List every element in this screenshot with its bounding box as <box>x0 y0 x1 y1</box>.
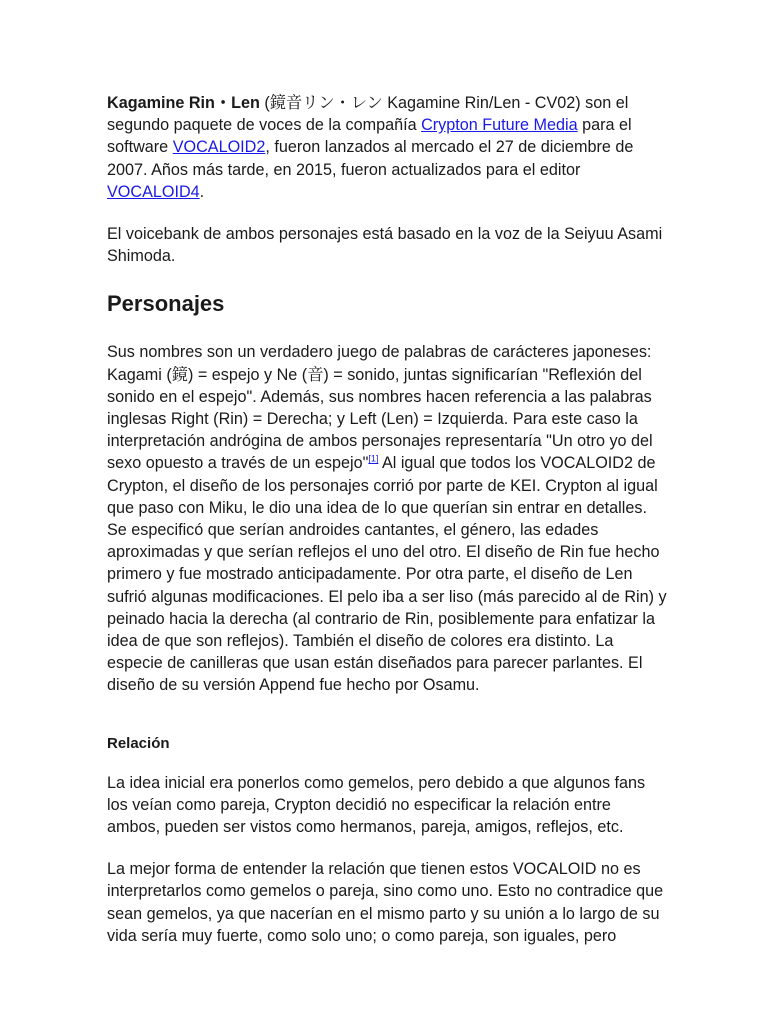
vocaloid4-link[interactable]: VOCALOID4 <box>107 182 200 201</box>
personajes-heading: Personajes <box>107 291 225 317</box>
character-name: Kagamine Rin・Len <box>107 94 260 112</box>
kanji-ne: 音 <box>307 365 324 384</box>
personajes-paragraph <box>107 341 668 696</box>
relacion-paragraph-1: La idea inicial era ponerlos como gemelos, pero debido a que algunos fans los veían como pareja, Crypton decidió no especificar la relación entre ambos, pueden ser vistos como hermanos, pareja, amigos, reflejos, etc. <box>107 773 646 837</box>
reference-link-1[interactable]: [1] <box>368 454 379 465</box>
personajes-text-b: ) = espejo y Ne ( <box>187 365 308 384</box>
vocaloid2-link[interactable]: VOCALOID2 <box>172 138 266 157</box>
voicebank-paragraph: El voicebank de ambos personajes está basado en la voz de la Seiyuu Asami Shimoda. <box>107 225 663 266</box>
kanji-kagami: 鏡 <box>171 365 188 384</box>
intro-text-c: , fueron lanzados al mercado el 27 de diciembre de 2007. Años más tarde, en 2015, fueron actualizados para el editor <box>107 138 634 179</box>
relacion-paragraph-2: La mejor forma de entender la relación que tienen estos VOCALOID no es interpretarlos como gemelos o pareja, sino como uno. Esto no contradice que sean gemelos, ya que nacerían en el mismo parto y su unión a lo largo de su vida sería muy fuerte, como solo uno; o como pareja, son iguales, pero <box>107 860 664 945</box>
japanese-name: 鏡音リン・レン <box>269 94 383 112</box>
intro-open-paren: ( <box>259 94 270 112</box>
intro-text-b: para el software <box>107 116 632 157</box>
personajes-text-a: Sus nombres son un verdadero juego de palabras de carácteres japoneses: Kagami ( <box>107 343 652 384</box>
personajes-text-c: ) = sonido, juntas significarían "Reflexión del sonido en el espejo". Además, sus nombres hacen referencia a las palabras inglesas Right (Rin) = Derecha; y Left (Len) = Izquierda. Para este caso la interpretación andrógina de ambos personajes representaría "Un otro yo del sexo opuesto a través de un espejo" <box>107 365 653 473</box>
personajes-text-d: Al igual que todos los VOCALOID2 de Crypton, el diseño de los personajes corrió por parte de KEI. Crypton al igual que paso con Miku, le dio una idea de lo que querían sin entrar en detalles. Se especificó que serían androides cantantes, el género, las edades aproximadas y que serían reflejos el uno del otro. El diseño de Rin fue hecho primero y fue mostrado anticipadamente. Por otra parte, el diseño de Len sufrió algunas modificaciones. El pelo iba a ser liso (más parecido al de Rin) y peinado hacia la derecha (al contrario de Rin, posiblemente para enfatizar la idea de que son reflejos). También el diseño de colores era distinto. La especie de canilleras que usan están diseñados para parecer parlantes. El diseño de su versión Append fue hecho por Osamu. <box>107 454 667 695</box>
intro-text-a: Kagamine Rin/Len - CV02) son el segundo paquete de voces de la compañía <box>107 94 629 135</box>
crypton-future-media-link[interactable]: Crypton Future Media <box>421 116 578 135</box>
intro-text-d: . <box>199 182 205 201</box>
relacion-heading: Relación <box>107 734 170 752</box>
intro-paragraph <box>107 92 668 203</box>
